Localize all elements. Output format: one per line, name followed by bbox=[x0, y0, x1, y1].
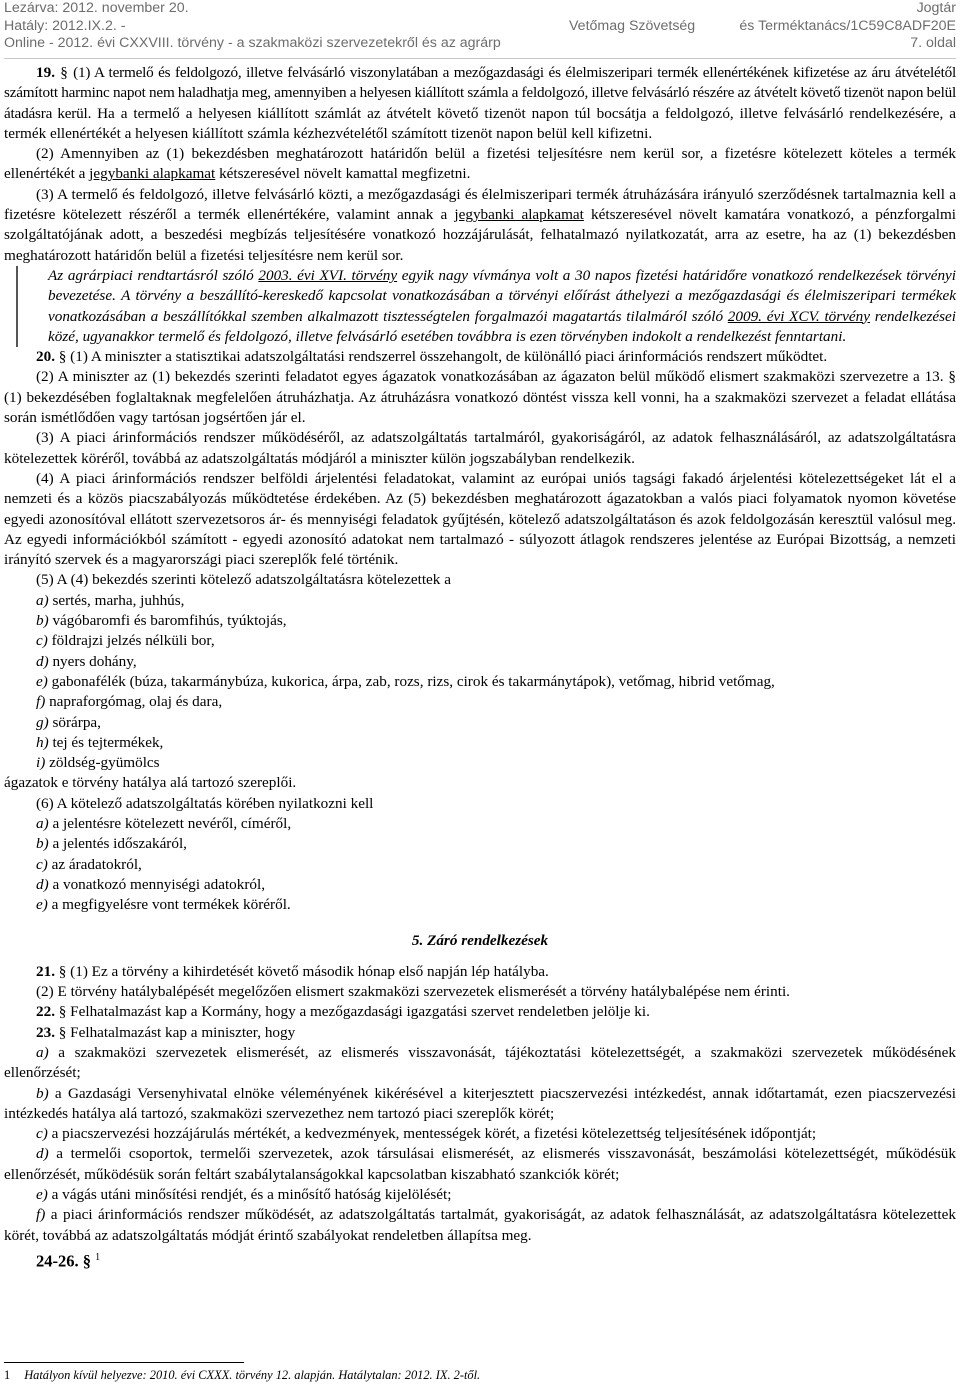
s19-para-1-text-b: Ha a termelő a helyesen kiállított számlát az átvételt követő tizenöt napon túl bocsátja a feldolgozó, illetve felvásárló rendelkezésére, a termék ellenértékét a helyesen kiállított számla kézhezvételétől számított tizenöt napon belül kell kifizetni. bbox=[4, 104, 956, 142]
s20-number: 20. bbox=[36, 348, 55, 366]
list-item-letter: c) bbox=[36, 1125, 48, 1143]
s21-number: 21. bbox=[36, 962, 55, 980]
s23-item bbox=[4, 1185, 956, 1205]
s23-item bbox=[4, 1084, 956, 1125]
list-item-letter: e) bbox=[36, 1186, 48, 1204]
s23-item bbox=[4, 1205, 956, 1246]
page-number: 7. oldal bbox=[910, 35, 956, 51]
s19-number: 19. bbox=[36, 64, 55, 81]
list-item bbox=[4, 631, 956, 651]
list-item-text: földrajzi jelzés nélküli bor, bbox=[47, 632, 215, 650]
list-item-letter: d) bbox=[36, 652, 49, 670]
list-item-letter: a) bbox=[36, 814, 49, 832]
s22-para bbox=[4, 1002, 956, 1022]
effective-date: Hatály: 2012.IX.2. - bbox=[4, 17, 126, 34]
list-item bbox=[4, 672, 956, 692]
list-item-text: tej és tejtermékek, bbox=[48, 733, 164, 751]
s21-para-1 bbox=[4, 962, 956, 982]
section-symbol: § bbox=[58, 1003, 67, 1021]
s23-number: 23. bbox=[36, 1023, 55, 1041]
list-item-text: nyers dohány, bbox=[48, 652, 137, 670]
list-item-text: gabonafélék (búza, takarmánybúza, kukorica, árpa, zab, rozs, rizs, cirok és takarmánytápok), vetőmag, hibrid vetőmag, bbox=[47, 672, 775, 690]
s20-para-5: (5) A (4) bekezdés szerinti kötelező adatszolgáltatásra kötelezettek a bbox=[36, 571, 451, 589]
client-name: Vetőmag Szövetség bbox=[569, 17, 696, 34]
s20-para-6: (6) A kötelező adatszolgáltatás körében nyilatkozni kell bbox=[36, 794, 374, 812]
list-item-text: a szakmaközi szervezetek elismerését, az elismerés visszavonását, tájékoztatási kötelezettségét, a szakmaközi szervezetek működésének ellenőrzését; bbox=[4, 1043, 956, 1082]
law-link-2003-xvi[interactable]: 2003. évi XVI. törvény bbox=[258, 266, 398, 284]
s23-item bbox=[4, 1144, 956, 1185]
list-item-letter: e) bbox=[36, 672, 48, 690]
s20-para-3: (3) A piaci árinformációs rendszer működéséről, az adatszolgáltatás tartalmáról, gyakoriságáról, az adatok felhasználásáról, az adatszolgáltatásra kötelezettek köréről, továbbá az adatszolgáltatás módjáról a miniszter külön jogszabályban rendelkezik. bbox=[4, 429, 956, 467]
list-item-text: vágóbaromfi és baromfihús, tyúktojás, bbox=[48, 612, 287, 630]
note-text: Az agrárpiaci rendtartásról szóló bbox=[48, 266, 259, 284]
list-item bbox=[4, 591, 956, 611]
section-heading: 5. Záró rendelkezések bbox=[411, 932, 549, 950]
s19-para-3-text: (3) A termelő és feldolgozó, illetve felvásárló közti, a mezőgazdasági és élelmiszeripari termék átruházására irányuló szerződésnek tartalmaznia kell a fizetésre kötelezett részéről a termék ellenértékére, valamint annak a bbox=[4, 185, 956, 224]
list-item bbox=[4, 753, 956, 773]
list-item-letter: h) bbox=[36, 733, 49, 751]
s19-para-3 bbox=[4, 185, 956, 266]
header-row-1 bbox=[4, 0, 956, 18]
list-item-text: a jelentés időszakáról, bbox=[48, 835, 187, 853]
footnote bbox=[4, 1367, 956, 1383]
s19-para-2 bbox=[4, 144, 956, 185]
s23-text: Felhatalmazást kap a miniszter, hogy bbox=[66, 1023, 296, 1041]
document-title: Online - 2012. évi CXXVIII. törvény - a szakmaközi szervezetekről és az agrárp bbox=[4, 35, 501, 51]
list-item-text: a termelői csoportok, termelői szervezetek, azok társulásai elismerését, az elismerés visszavonását, beszámolási kötelezettségét, működésük ellenőrzését, működésük során feltárt szabálytalanságokkal kapcsolatban kiszabható szankciók körét; bbox=[4, 1145, 956, 1183]
s23-para bbox=[4, 1023, 956, 1043]
list-item-text: az áradatokról, bbox=[47, 855, 142, 873]
s20-para-2: (2) A miniszter az (1) bekezdés szerinti feladatot egyes ágazatok vonatkozásában az ágazaton belül működő elismert szakmaközi szervezetre a 13. § (1) bekezdésében foglaltaknak megfelelően átruházhatja. Az átruházásra vonatkozó döntést vissza kell vonni, ha a szakmaközi szervezet a feladat ellátása során ismétlődően vagy tartósan jogsértően jár el. bbox=[4, 368, 956, 427]
list-item-text: a jelentésre kötelezett nevéről, címéről, bbox=[48, 814, 292, 832]
list-item-letter: a) bbox=[36, 591, 49, 609]
list-item bbox=[4, 895, 956, 915]
list-item-letter: a) bbox=[36, 1043, 49, 1061]
list-item-text: sörárpa, bbox=[48, 713, 101, 731]
document-body bbox=[4, 63, 956, 1272]
s24-26-para bbox=[4, 1248, 956, 1272]
s19-para-3-text-end: kétszeresével növelt kamatára vonatkozó, a pénzforgalmi szolgáltatójának adott, a beszedési megbízás teljesítésére vonatkozó hozzájárulását, felhatalmazó nyilatkozatát, arra az esetre, ha az (1) bekezdésben meghatározott határidőn belül a fizetési teljesítésre nem kerül sor. bbox=[4, 206, 956, 264]
section-symbol: § bbox=[82, 1251, 91, 1271]
s22-text: Felhatalmazást kap a Kormány, hogy a mezőgazdasági igazgatási szervet rendeletben jelölje ki. bbox=[66, 1003, 650, 1021]
list-item-letter: d) bbox=[36, 1145, 49, 1163]
page-header bbox=[4, 0, 956, 59]
list-item-letter: c) bbox=[36, 632, 48, 650]
s21-para-1-text: (1) Ez a törvény a kihirdetését követő második hónap első napján lép hatályba. bbox=[66, 962, 549, 980]
publisher-name: Jogtár bbox=[916, 0, 956, 16]
s24-26-number: 24-26. bbox=[36, 1251, 79, 1271]
jegybanki-alapkamat-link[interactable]: jegybanki alapkamat bbox=[89, 165, 216, 183]
client-id: és Terméktanács/1C59C8ADF20E bbox=[739, 17, 956, 34]
list-item bbox=[4, 692, 956, 712]
list-item-letter: b) bbox=[36, 1084, 49, 1102]
section-symbol: § bbox=[58, 348, 67, 366]
s19-para-2-text-end: kétszeresével növelt kamattal megfizetni. bbox=[215, 165, 471, 183]
list-item bbox=[4, 855, 956, 875]
list-item-letter: i) bbox=[36, 754, 46, 772]
s21-para-2: (2) E törvény hatálybalépését megelőzően elismert szakmaközi szervezetek elismerését a törvény hatálybalépése nem érinti. bbox=[36, 983, 790, 1001]
list-item-text: a vonatkozó mennyiségi adatokról, bbox=[48, 875, 266, 893]
s19-para-1 bbox=[4, 63, 956, 144]
list-item bbox=[4, 814, 956, 834]
list-item-text: a megfigyelésre vont termékek köréről. bbox=[47, 896, 291, 914]
list-item-text: napraforgómag, olaj és dara, bbox=[45, 693, 223, 711]
note-text: rendelkezései közé, ugyanakkor termelő és feldolgozó, illetve felvásárló esetében továbbra is ezen törvényben indokolt a rendelkezést fenntartani. bbox=[48, 307, 956, 345]
s23-item bbox=[4, 1124, 956, 1144]
s20-para-1-text: (1) A miniszter a statisztikai adatszolgáltatási rendszerrel összehangolt, de különálló piaci árinformációs rendszert működtet. bbox=[66, 348, 828, 366]
list-item-letter: d) bbox=[36, 875, 49, 893]
section-symbol: § bbox=[60, 64, 68, 81]
header-row-3 bbox=[4, 35, 956, 53]
s20-para-4: (4) A piaci árinformációs rendszer belföldi árjelentési feladatokat, valamint az európai uniós tagsági fakadó árjelentési kötelezettségeket lát el a nemzeti és a közös piacszabályozás működtetése érdekében. Az (5) bekezdésben meghatározott ágazatokban a valós piaci folyamatok nyomon követése egyedi azonosítóval ellátott szervezetsoros ár- és mennyiségi feladatok gyűjtésén, kötelező adatszolgáltatáson és azok feldolgozásán keresztül valósul meg. Az egyedi információkból számított - egyedi azonosító adatokat nem tartalmazó - súlyozott átlagok rendszeres jelentése az Európai Bizottság, a nemzeti irányító szervek és a magyarországi piaci szereplők felé történik. bbox=[4, 469, 956, 569]
jegybanki-alapkamat-link[interactable]: jegybanki alapkamat bbox=[454, 206, 584, 224]
list-item-letter: b) bbox=[36, 612, 49, 630]
s20-para-5-end: ágazatok e törvény hatálya alá tartozó szereplői. bbox=[4, 774, 297, 792]
closed-date: Lezárva: 2012. november 20. bbox=[4, 0, 189, 16]
list-item-text: zöldség-gyümölcs bbox=[45, 754, 160, 772]
list-item-text: sertés, marha, juhhús, bbox=[48, 591, 185, 609]
s23-item bbox=[4, 1043, 956, 1084]
list-item bbox=[4, 713, 956, 733]
section-symbol: § bbox=[58, 962, 67, 980]
list-item-letter: b) bbox=[36, 835, 49, 853]
law-link-2009-xcv[interactable]: 2009. évi XCV. törvény bbox=[727, 307, 870, 325]
list-item-letter: f) bbox=[36, 1206, 46, 1224]
section-symbol: § bbox=[58, 1023, 67, 1041]
note-text: egyik nagy vívmánya volt a 30 napos fizetési határidőre vonatkozó rendelkezések törvényi bevezetése. A törvény a beszállító-kereskedő kapcsolat vonatkozásában a törvényi előírást áthelyezi a mezőgazdasági és élelmiszeripari termékek vonatkozásában a beszállítókkal szemben alkalmazott tisztességtelen forgalmazói magatartás tilalmáról szóló bbox=[48, 266, 956, 325]
footnote-text: Hatályon kívül helyezve: 2010. évi CXXX. törvény 12. alapján. Hatálytalan: 2012. IX. 2-től. bbox=[24, 1368, 481, 1382]
list-item-text: a piaci árinformációs rendszer működését, az adatszolgáltatás tartalmát, gyakoriságát, az adatok felhasználását, az adatszolgáltatásra kötelezettek körét, továbbá az adatszolgáltatás módját érintő szabályokat rendeletben állapítsa meg. bbox=[4, 1206, 956, 1244]
s19-para-1-text-a: (1) A termelő és feldolgozó, illetve felvásárló viszonylatában a mezőgazdasági és élelmiszeripari termék ellenértékének kifizetése az áru átvételétől számított harminc napot nem haladhatja meg, amennyiben a helyesen kiállított számla a feldolgozó, illetve felvásárló részére az átvételt követő tizenöt napon belül átadásra kerül. bbox=[4, 64, 956, 122]
explanatory-note bbox=[16, 266, 956, 347]
list-item bbox=[4, 652, 956, 672]
footnote-ref[interactable]: 1 bbox=[95, 1251, 101, 1263]
list-item bbox=[4, 611, 956, 631]
footnote-number: 1 bbox=[4, 1368, 11, 1382]
header-row-2 bbox=[4, 18, 956, 36]
list-item-letter: c) bbox=[36, 855, 48, 873]
s19-para-2-text: (2) Amennyiben az (1) bekezdésben meghatározott határidőn belül a fizetési teljesítésre nem kerül sor, a fizetésre kötelezett köteles a termék ellenértékét a bbox=[4, 145, 956, 183]
footnote-divider bbox=[4, 1362, 244, 1363]
list-item-text: a vágás utáni minősítési rendjét, és a minősítő hatóság kijelölését; bbox=[47, 1186, 452, 1204]
list-item bbox=[4, 834, 956, 854]
list-item bbox=[4, 733, 956, 753]
list-item bbox=[4, 875, 956, 895]
list-item-letter: e) bbox=[36, 896, 48, 914]
list-item-letter: f) bbox=[36, 693, 46, 711]
s22-number: 22. bbox=[36, 1003, 55, 1021]
list-item-text: a Gazdasági Versenyhivatal elnöke véleményének kikérésével a kiterjesztett piacszervezési intézkedést, annak időtartamát, ezen piacszervezési intézkedés hatálya alá tartozó, szakmaközi szervezethez nem tartozó piaci szereplők körét; bbox=[4, 1084, 956, 1122]
s20-para-1 bbox=[4, 347, 956, 367]
list-item-text: a piacszervezési hozzájárulás mértékét, a kedvezmények, mentességek körét, a fizetési kötelezettség teljesítésének időpontját; bbox=[47, 1125, 817, 1143]
list-item-letter: g) bbox=[36, 713, 49, 731]
